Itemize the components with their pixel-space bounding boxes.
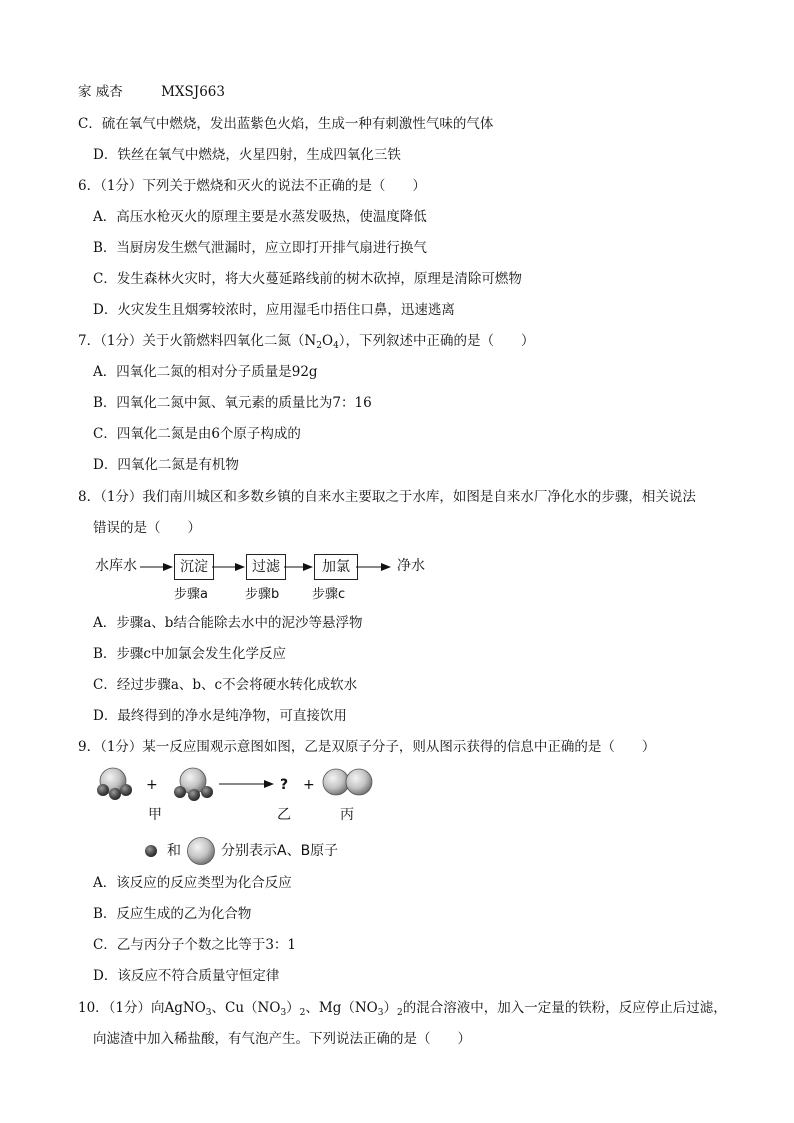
header-code: MXSJ663 (161, 84, 225, 100)
q6-option-a: A．高压水枪灭火的原理主要是水蒸发吸热，使温度降低 (93, 209, 427, 225)
legend-big-atom (186, 836, 216, 866)
plus-sign: + (303, 777, 315, 793)
q7-option-c: C．四氧化二氮是由6个原子构成的 (93, 426, 301, 442)
flow-step-b: 步骤b (245, 587, 280, 602)
q10-stem-part: ） (383, 1000, 397, 1016)
q7-stem-part: 7．（1分）关于火箭燃料四氧化二氮（N (78, 333, 317, 349)
q10-stem-part: 10．（1分）向AgNO (78, 1000, 206, 1016)
q10-stem-part: ） (286, 1000, 300, 1016)
flow-start: 水库水 (95, 558, 137, 574)
q7-stem-part: O (321, 333, 334, 349)
q5-option-d: D．铁丝在氧气中燃烧，火星四射，生成四氧化三铁 (93, 147, 401, 163)
q10-sub: 3 (280, 1008, 287, 1018)
molecule-jia-1 (96, 766, 142, 802)
label-jia: 甲 (148, 807, 162, 823)
q10-sub: 2 (397, 1008, 403, 1018)
q10-sub: 3 (205, 1008, 212, 1018)
q9-option-b: B．反应生成的乙为化合物 (93, 906, 252, 922)
q10-stem-part: 、Cu（NO (211, 1000, 281, 1016)
q10-stem-line1 (78, 999, 727, 1022)
q7-stem-part: ），下列叙述中正确的是（ ） (338, 333, 535, 349)
q10-stem-line2: 向滤渣中加入稀盐酸，有气泡产生。下列说法正确的是（ ） (93, 1031, 471, 1047)
label-yi: 乙 (277, 807, 291, 823)
header-left: 家 威杏 (78, 84, 123, 100)
q6-option-b: B．当厨房发生燃气泄漏时，应立即打开排气扇进行换气 (93, 240, 427, 256)
flow-arrow (356, 566, 392, 568)
flow-box-chlorine: 加氯 (314, 554, 358, 580)
q6-option-c: C．发生森林火灾时，将大火蔓延路线前的树木砍掉，原理是清除可燃物 (93, 271, 522, 287)
q9-option-a: A．该反应的反应类型为化合反应 (93, 875, 292, 891)
q7-option-d: D．四氧化二氮是有机物 (93, 457, 239, 473)
molecule-jia-2 (172, 766, 218, 802)
q10-sub: 3 (377, 1008, 384, 1018)
q5-option-c: C．硫在氧气中燃烧，发出蓝紫色火焰，生成一种有刺激性气味的气体 (78, 116, 494, 132)
q8-option-a: A．步骤a、b结合能除去水中的泥沙等悬浮物 (93, 615, 363, 631)
plus-sign: + (146, 777, 158, 793)
q8-option-d: D．最终得到的净水是纯净物，可直接饮用 (93, 708, 347, 724)
legend-text: 分别表示A、B原子 (221, 843, 339, 859)
q9-option-d: D．该反应不符合质量守恒定律 (93, 968, 280, 984)
q10-sub: 2 (299, 1008, 306, 1018)
q7-sub: 4 (333, 341, 339, 351)
q8-stem-line1: 8．（1分）我们南川城区和多数乡镇的自来水主要取之于水库，如图是自来水厂净化水的步骤，相关说法 (78, 489, 696, 505)
flow-arrow (212, 566, 246, 568)
flow-step-a: 步骤a (174, 587, 208, 602)
flow-box-filter: 过滤 (246, 554, 286, 580)
q10-stem-part: 的混合溶液中，加入一定量的铁粉，反应停止后过滤， (402, 1000, 727, 1016)
q8-option-b: B．步骤c中加氯会发生化学反应 (93, 646, 286, 662)
q7-option-b: B．四氧化二氮中氮、氧元素的质量比为7：16 (93, 395, 372, 411)
q7-stem (78, 332, 535, 355)
q10-stem-part: 、Mg（NO (305, 1000, 378, 1016)
q6-option-d: D．火灾发生且烟雾较浓时，应用湿毛巾捂住口鼻，迅速逃离 (93, 302, 455, 318)
q8-stem-line2: 错误的是（ ） (93, 520, 201, 536)
label-bing: 丙 (340, 807, 354, 823)
q8-option-c: C．经过步骤a、b、c不会将硬水转化成软水 (93, 677, 358, 693)
flow-box-sediment: 沉淀 (174, 554, 214, 580)
q7-sub: 2 (316, 341, 322, 351)
flow-arrow (284, 566, 314, 568)
flow-step-c: 步骤c (312, 587, 346, 602)
q9-option-c: C．乙与丙分子个数之比等于3：1 (93, 937, 297, 953)
unknown-product: ? (280, 777, 289, 793)
header (78, 83, 225, 101)
flow-end: 净水 (397, 558, 425, 574)
reaction-arrow (219, 783, 275, 785)
q7-option-a: A．四氧化二氮的相对分子质量是92g (93, 364, 318, 380)
molecule-bing (322, 768, 376, 796)
flow-arrow (140, 566, 174, 568)
q6-stem: 6．（1分）下列关于燃烧和灭火的说法不正确的是（ ） (78, 178, 426, 194)
legend-and: 和 (167, 843, 181, 859)
legend-small-atom (144, 844, 158, 858)
q9-stem: 9．（1分）某一反应围观示意图如图，乙是双原子分子，则从图示获得的信息中正确的是（ ） (78, 739, 656, 755)
